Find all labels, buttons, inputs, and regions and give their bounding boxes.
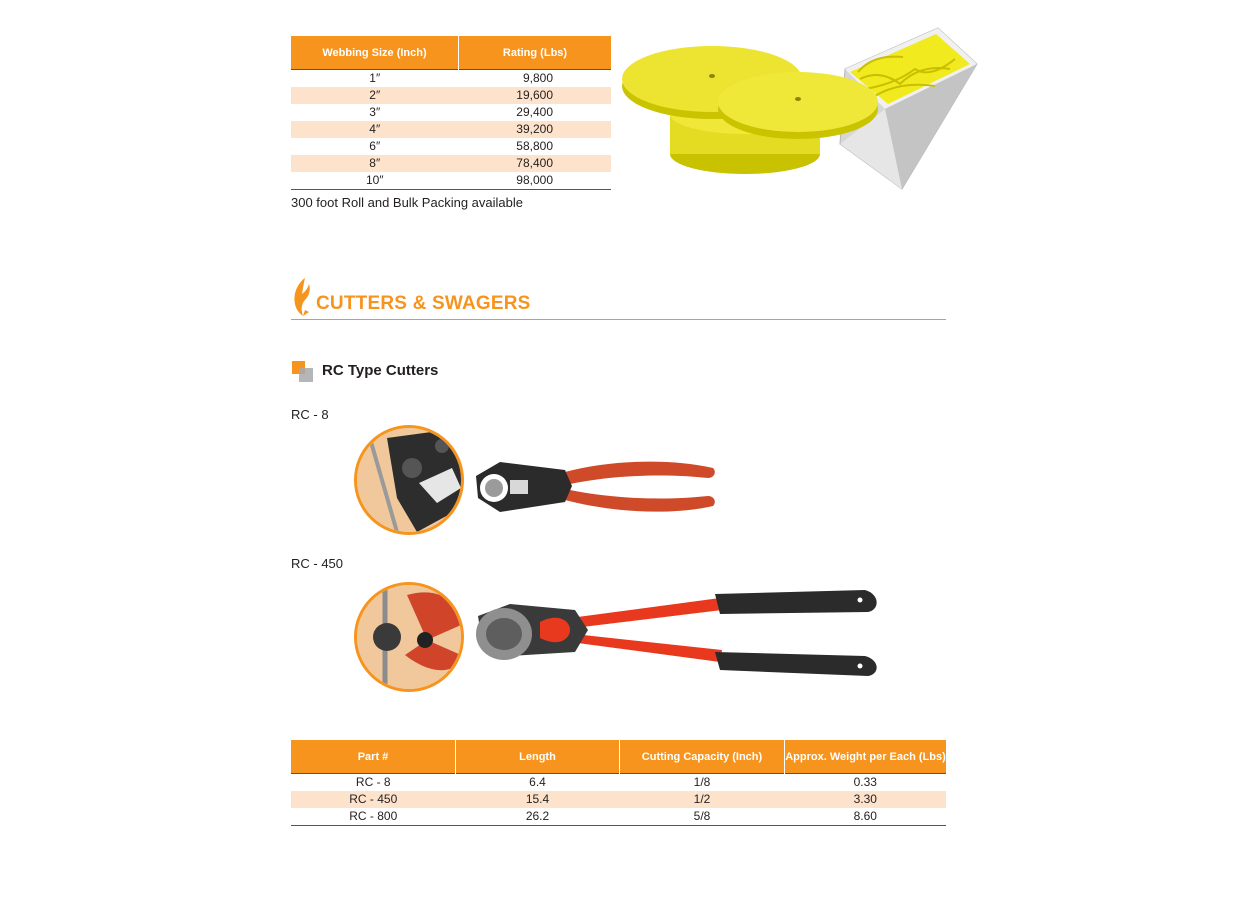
orange-grey-square-icon <box>292 361 314 383</box>
webbing-size-header: Webbing Size (Inch) <box>291 36 459 70</box>
table-row <box>291 121 611 138</box>
eagle-logo-icon <box>291 276 313 318</box>
part-number-cell: RC - 450 <box>291 791 456 808</box>
table-row <box>291 138 611 155</box>
webbing-size-cell: 3″ <box>369 105 381 119</box>
weight-cell: 3.30 <box>785 791 947 808</box>
table-row <box>291 155 611 172</box>
cutting-capacity-cell: 1/2 <box>620 791 785 808</box>
subsection-title: RC Type Cutters <box>322 362 439 379</box>
table-row <box>291 774 946 792</box>
packing-note: 300 foot Roll and Bulk Packing available <box>291 195 523 210</box>
rating-cell: 98,000 <box>459 172 612 190</box>
rating-cell: 39,200 <box>459 121 612 138</box>
webbing-size-cell: 2″ <box>291 87 459 104</box>
rc-8-detail-circle <box>354 425 464 535</box>
cutting-capacity-cell: 5/8 <box>620 808 785 826</box>
rating-cell: 9,800 <box>522 71 553 85</box>
table-row <box>291 791 946 808</box>
rating-cell: 78,400 <box>459 155 612 172</box>
cutting-capacity-header: Cutting Capacity (Inch) <box>620 740 785 774</box>
product-label-rc-450: RC - 450 <box>291 556 344 571</box>
rating-cell: 29,400 <box>516 105 553 119</box>
section-divider <box>291 319 946 320</box>
webbing-size-cell: 1″ <box>369 71 381 85</box>
table-row <box>291 104 611 121</box>
approx-weight-header: Approx. Weight per Each (Lbs) <box>785 740 947 774</box>
webbing-size-cell: 4″ <box>291 121 459 138</box>
webbing-rating-table <box>291 36 611 190</box>
part-number-cell: RC - 8 <box>355 775 391 789</box>
cutting-capacity-cell: 1/8 <box>693 775 711 789</box>
rc-8-cutter-image <box>470 450 720 525</box>
rating-header: Rating (Lbs) <box>459 36 612 70</box>
part-number-cell: RC - 800 <box>291 808 456 826</box>
rc-450-detail-image <box>357 585 461 689</box>
part-number-header: Part # <box>291 740 456 774</box>
webbing-size-cell: 6″ <box>369 139 381 153</box>
rc-450-cutter-image <box>470 582 882 684</box>
rating-cell: 19,600 <box>459 87 612 104</box>
rc-8-detail-image <box>357 428 461 532</box>
table-row <box>291 70 611 88</box>
length-cell: 6.4 <box>529 775 546 789</box>
length-cell: 15.4 <box>456 791 620 808</box>
webbing-size-cell: 10″ <box>291 172 459 190</box>
section-title: CUTTERS & SWAGERS <box>316 293 531 314</box>
webbing-rolls-image <box>620 24 980 194</box>
rc-cutter-spec-table <box>291 740 946 826</box>
table-row <box>291 808 946 826</box>
length-cell: 26.2 <box>456 808 620 826</box>
webbing-size-cell: 8″ <box>291 155 459 172</box>
product-label-rc-8: RC - 8 <box>291 407 329 422</box>
rc-450-detail-circle <box>354 582 464 692</box>
table-row <box>291 87 611 104</box>
length-header: Length <box>456 740 620 774</box>
table-row <box>291 172 611 190</box>
weight-cell: 8.60 <box>785 808 947 826</box>
weight-cell: 0.33 <box>853 775 877 789</box>
rating-cell: 58,800 <box>516 139 553 153</box>
